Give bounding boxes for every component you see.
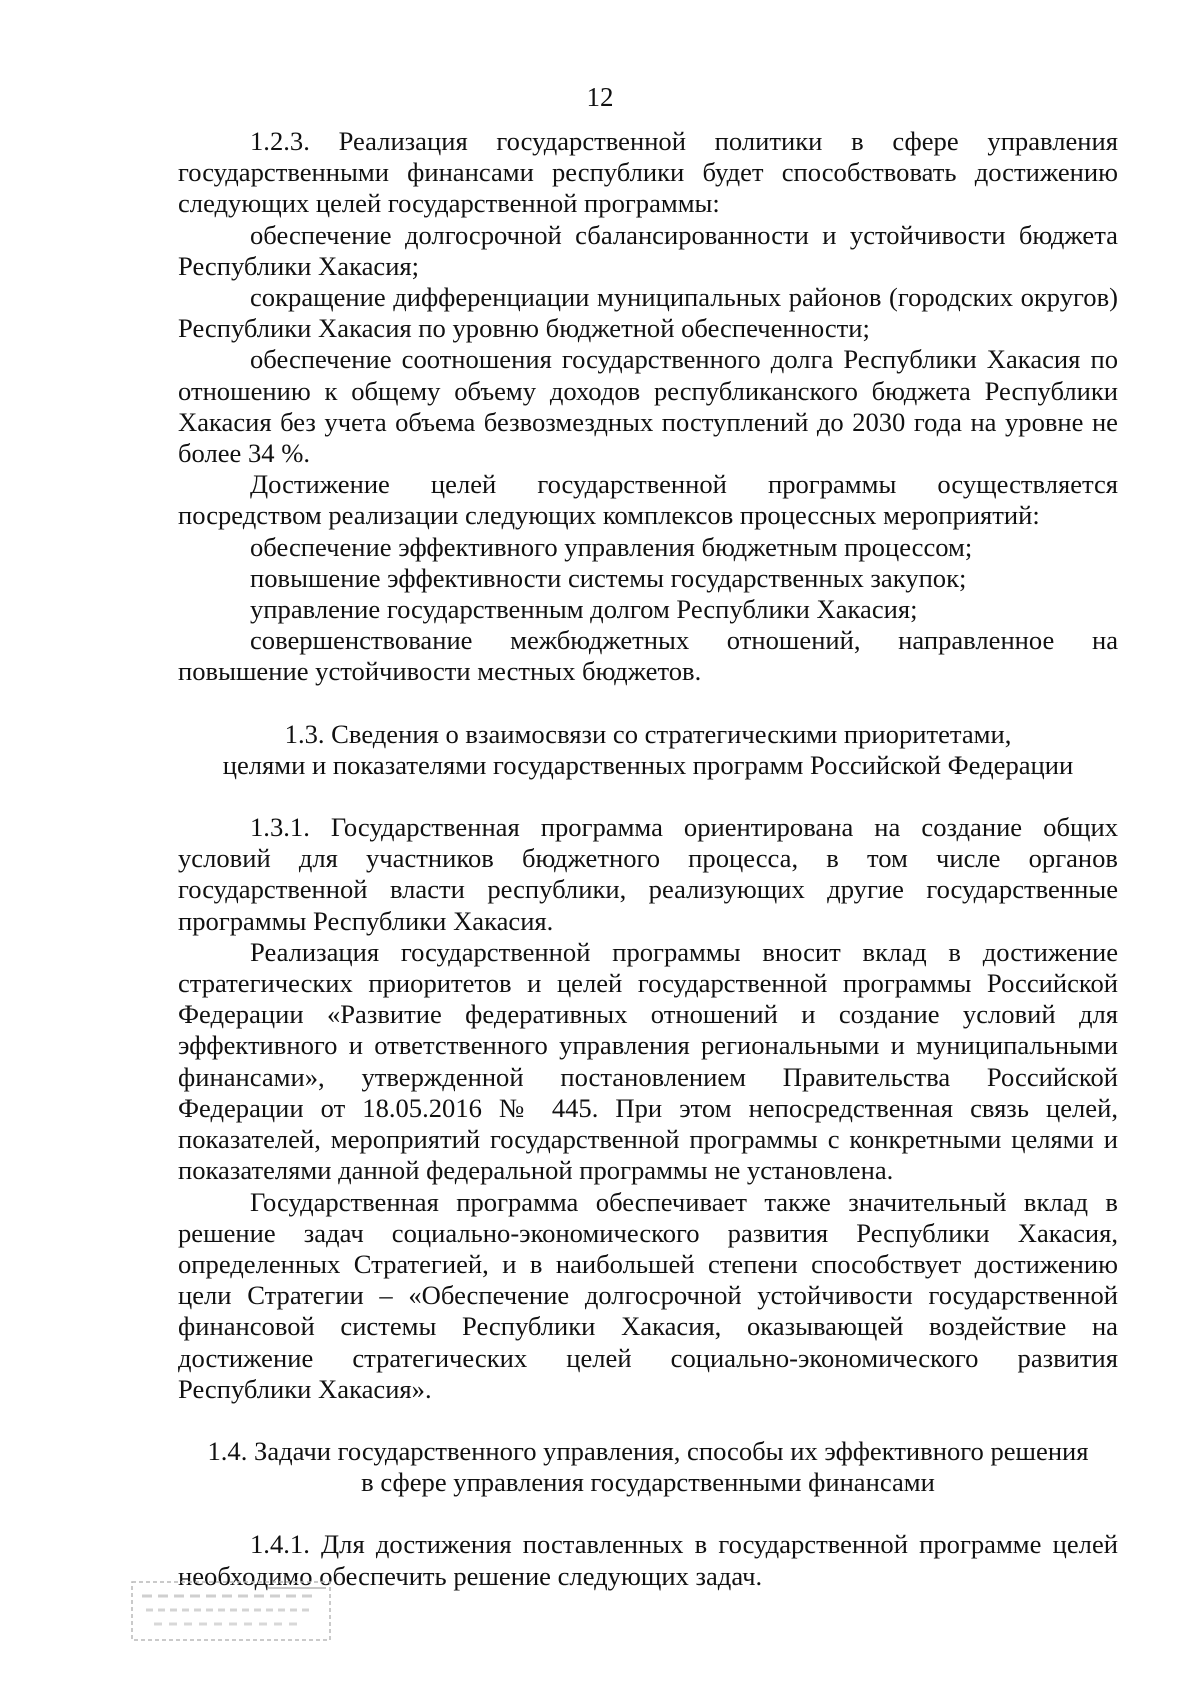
paragraph-1-2-3-intro: 1.2.3. Реализация государственной политики в сфере управления государственными финансами республики будет способствовать достижению следующих целей государственной программы: [178,126,1118,219]
heading-1-4-line-1: 1.4. Задачи государственного управления, способы их эффективного решения [207,1435,1089,1466]
paragraph-1-4-1: 1.4.1. Для достижения поставленных в государственной программе целей необходимо обеспечить решение следующих задач. [178,1529,1118,1591]
paragraph-measure-interbudget: совершенствование межбюджетных отношений, направленное на повышение устойчивости местных бюджетов. [178,625,1118,687]
paragraph-strategy: Государственная программа обеспечивает также значительный вклад в решение задач социально-экономического развития Республики Хакасия, определенных Стратегией, и в наибольшей степени способствует достижению цели Стратегии – «Обеспечение долгосрочной устойчивости государственной финансовой системы Республики Хакасия, оказывающей воздействие на достижение стратегических целей социально-экономического развития Республики Хакасия». [178,1186,1118,1404]
paragraph-measure-procurement: повышение эффективности системы государственных закупок; [250,562,967,593]
faded-stamp-image [128,1578,338,1648]
heading-1-3-line-2: целями и показателями государственных программ Российской Федерации [222,749,1074,780]
paragraph-goal-debt-ratio: обеспечение соотношения государственного долга Республики Хакасия по отношению к общему объему доходов республиканского бюджета Республики Хакасия без учета объема безвозмездных поступлений до 2030 года на уровне не более 34 %. [178,344,1118,469]
paragraph-federal-program: Реализация государственной программы вносит вклад в достижение стратегических приоритетов и целей государственной программы Российской Федерации «Развитие федеративных отношений и создание условий для эффективного и ответственного управления региональными и муниципальными финансами», утвержденной постановлением Правительства Российской Федерации от 18.05.2016 № 445. При этом непосредственная связь целей, показателей, мероприятий государственной программы с конкретными целями и показателями данной федеральной программы не установлена. [178,936,1118,1186]
heading-1-4-line-2: в сфере управления государственными финансами [361,1467,935,1498]
paragraph-goal-differentiation: сокращение дифференциации муниципальных районов (городских округов) Республики Хакасия по уровню бюджетной обеспеченности; [178,282,1118,344]
paragraph-measure-debt: управление государственным долгом Республики Хакасия; [250,594,918,625]
heading-1-3-line-1: 1.3. Сведения о взаимосвязи со стратегическими приоритетами, [284,718,1012,749]
section-gap [178,1405,1118,1436]
page-number: 12 [586,82,614,112]
paragraph-measure-budget-process: обеспечение эффективного управления бюджетным процессом; [250,531,973,562]
paragraph-goal-balance: обеспечение долгосрочной сбалансированности и устойчивости бюджета Республики Хакасия; [178,219,1118,281]
document-body [178,126,1118,1592]
section-gap [178,688,1118,719]
paragraph-goals-achievement: Достижение целей государственной программы осуществляется посредством реализации следующих комплексов процессных мероприятий: [178,469,1118,531]
section-gap [178,1498,1118,1529]
section-gap [178,781,1118,812]
paragraph-1-3-1: 1.3.1. Государственная программа ориентирована на создание общих условий для участников бюджетного процесса, в том числе органов государственной власти республики, реализующих другие государственные программы Республики Хакасия. [178,812,1118,936]
